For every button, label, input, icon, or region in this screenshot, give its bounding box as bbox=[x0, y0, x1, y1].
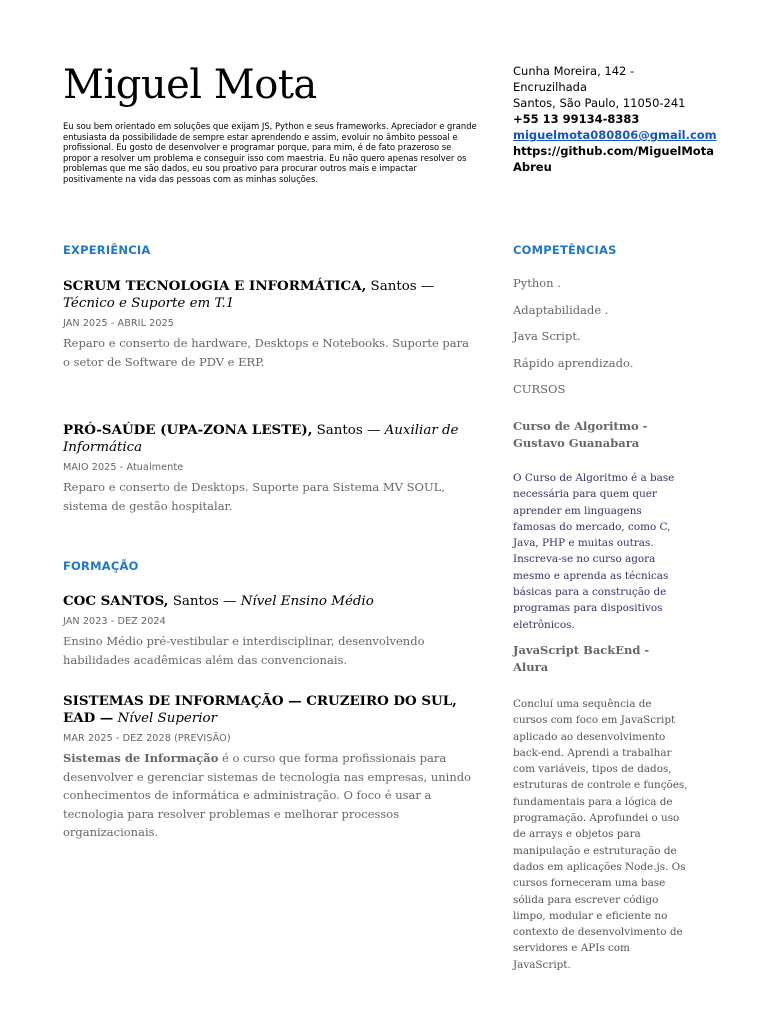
skill-item: CURSOS bbox=[513, 382, 566, 396]
education-location: Santos — bbox=[168, 594, 241, 609]
experience-title bbox=[63, 278, 478, 312]
github-link-line-1[interactable]: https://github.com/MiguelMota bbox=[513, 144, 714, 158]
resume-name: Miguel Mota bbox=[63, 62, 317, 108]
phone-number: +55 13 99134-8383 bbox=[513, 112, 640, 126]
experience-title bbox=[63, 422, 478, 456]
skills-list bbox=[513, 270, 688, 403]
experience-date: JAN 2025 - ABRIL 2025 bbox=[63, 318, 174, 329]
education-role: Nível Superior bbox=[117, 711, 217, 726]
contact-block bbox=[513, 63, 717, 175]
education-description-strong: Sistemas de Informação bbox=[63, 751, 219, 765]
experience-location: Santos — bbox=[366, 279, 435, 294]
address-line-1: Cunha Moreira, 142 - bbox=[513, 64, 635, 78]
course-title: JavaScript BackEnd - Alura bbox=[513, 643, 650, 674]
education-org: SISTEMAS DE INFORMAÇÃO — CRUZEIRO DO SUL, EAD — bbox=[63, 693, 457, 726]
experience-item bbox=[63, 422, 478, 515]
skill-item: Java Script. bbox=[513, 329, 581, 343]
education-date: MAR 2025 - DEZ 2028 (PREVISÃO) bbox=[63, 733, 231, 744]
course-item bbox=[513, 642, 688, 973]
resume-summary: Eu sou bem orientado em soluções que exijam JS, Python e seus frameworks. Apreciador e grande entusiasta da possibilidade de sempre estar aprendendo e assim, evoluir no âmbito pessoal e profissional. Eu gosto de desenvolver e programar porque, para mim, é de fato prazeroso se propor a resolver um problema e conseguir isso com maestria. Eu não quero apenas resolver os problemas que me são dados, eu sou proativo para procurar outros mais e impactar positivamente na vida das pessoas com as minhas soluções. bbox=[63, 121, 477, 184]
address-line-2: Encruzilhada bbox=[513, 80, 588, 94]
experience-org: PRÓ-SAÚDE (UPA-ZONA LESTE), bbox=[63, 422, 313, 438]
section-title-experience: EXPERIÊNCIA bbox=[63, 243, 151, 257]
education-description-text: é o curso que forma profissionais para desenvolver e gerenciar sistemas de tecnologia nas empresas, unindo conhecimentos de informática e administração. O foco é usar a tecnologia para resolver problemas e melhorar processos organizacionais. bbox=[63, 751, 472, 839]
skill-item: Adaptabilidade . bbox=[513, 302, 609, 317]
experience-org: SCRUM TECNOLOGIA E INFORMÁTICA, bbox=[63, 278, 367, 294]
address-line-3: Santos, São Paulo, 11050-241 bbox=[513, 96, 686, 110]
section-title-skills: COMPETÊNCIAS bbox=[513, 243, 617, 257]
education-role: Nível Ensino Médio bbox=[240, 594, 374, 609]
education-item bbox=[63, 593, 478, 669]
education-item bbox=[63, 693, 478, 842]
experience-location: Santos — bbox=[312, 423, 385, 438]
course-item bbox=[513, 418, 688, 633]
section-title-education: FORMAÇÃO bbox=[63, 559, 139, 573]
course-description: O Curso de Algoritmo é a base necessária para quem quer aprender em linguagens famosas do mercado, como C, Java, PHP e muitas outras. Inscreva-se no curso agora mesmo e aprenda as técnicas básicas para a construção de programas para dispositivos eletrônicos. bbox=[513, 472, 675, 631]
education-date: JAN 2023 - DEZ 2024 bbox=[63, 616, 166, 627]
skill-item: Python . bbox=[513, 276, 561, 290]
email-link[interactable]: miguelmota080806@gmail.com bbox=[513, 128, 717, 142]
education-description: Ensino Médio pré-vestibular e interdisciplinar, desenvolvendo habilidades acadêmicas além das convencionais. bbox=[63, 634, 425, 667]
experience-role: Técnico e Suporte em T.1 bbox=[63, 296, 235, 311]
education-description bbox=[63, 749, 478, 842]
experience-description: Reparo e conserto de Desktops. Suporte para Sistema MV SOUL, sistema de gestão hospitalar. bbox=[63, 480, 445, 513]
experience-date: MAIO 2025 - Atualmente bbox=[63, 462, 184, 473]
skill-item: Rápido aprendizado. bbox=[513, 355, 634, 370]
education-title bbox=[63, 593, 478, 610]
experience-role: Auxiliar de Informática bbox=[63, 423, 459, 455]
education-title bbox=[63, 693, 478, 727]
course-title: Curso de Algoritmo - Gustavo Guanabara bbox=[513, 419, 648, 450]
education-org: COC SANTOS, bbox=[63, 593, 169, 609]
github-link-line-2[interactable]: Abreu bbox=[513, 160, 552, 174]
experience-description: Reparo e conserto de hardware, Desktops e Notebooks. Suporte para o setor de Software de PDV e ERP. bbox=[63, 336, 469, 369]
course-description: Concluí uma sequência de cursos com foco em JavaScript aplicado ao desenvolvimento back-end. Aprendi a trabalhar com variáveis, tipos de dados, estruturas de controle e funções, fundamentais para a lógica de programação. Aprofundei o uso de arrays e objetos para manipulação e estruturação de dados em aplicações Node.js. Os cursos forneceram uma base sólida para escrever código limpo, modular e eficiente no contexto de desenvolvimento de servidores e APIs com JavaScript. bbox=[513, 698, 688, 971]
experience-item bbox=[63, 278, 478, 371]
